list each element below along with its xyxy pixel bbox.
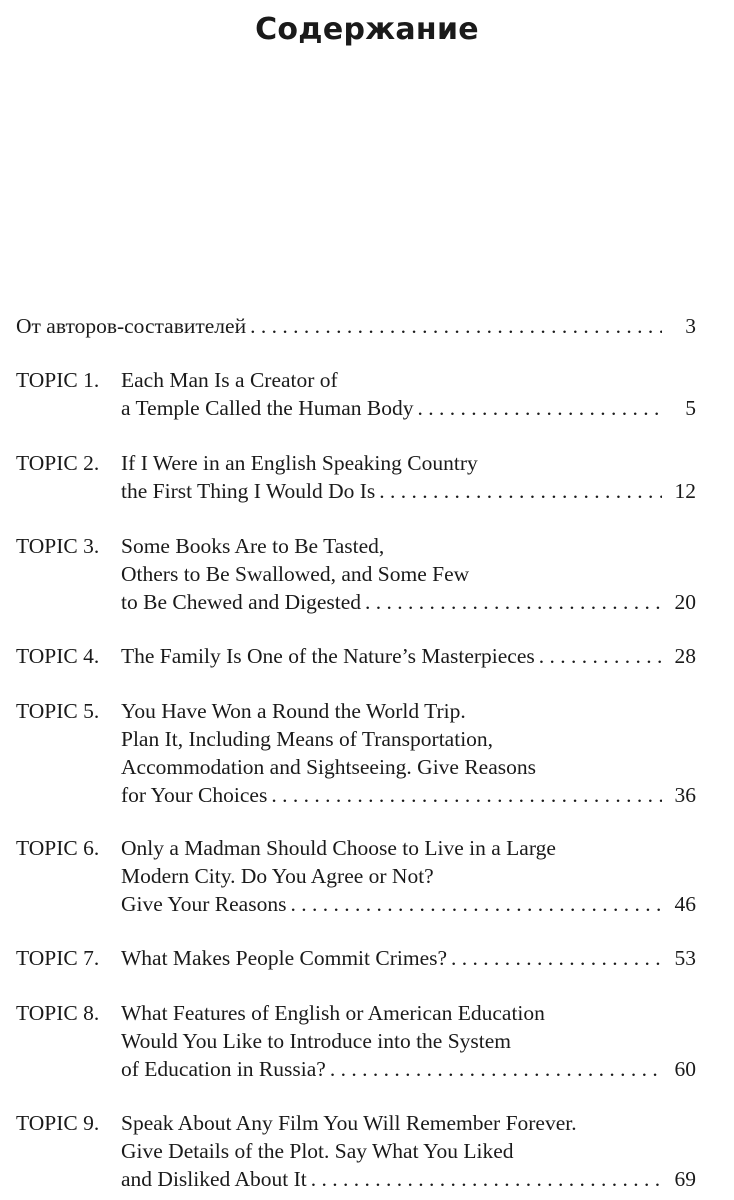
toc-entry-line xyxy=(0,1109,734,1137)
page-number: 28 xyxy=(674,644,696,668)
topic-title-line: Accommodation and Sightseeing. Give Reasons xyxy=(121,755,536,779)
topic-label: TOPIC 5. xyxy=(16,699,100,723)
section-title: От авторов-составителей xyxy=(16,314,247,338)
toc-entry-line xyxy=(0,753,734,781)
dot-leader xyxy=(246,312,662,340)
page-number: 3 xyxy=(685,314,696,338)
page-number: 46 xyxy=(674,892,696,916)
toc-entry-line xyxy=(0,394,734,422)
topic-title-line: for Your Choices xyxy=(121,783,268,807)
toc-entry-line xyxy=(0,862,734,890)
topic-title-line: What Makes People Commit Crimes? xyxy=(121,946,448,970)
topic-title-line: of Education in Russia? xyxy=(121,1057,326,1081)
leader-line xyxy=(121,944,662,972)
page-number: 12 xyxy=(674,479,696,503)
topic-title-line: and Disliked About It xyxy=(121,1167,307,1191)
leader-line xyxy=(121,1165,662,1193)
topic-title-line: Each Man Is a Creator of xyxy=(121,368,338,392)
dot-leader xyxy=(361,588,662,616)
toc-entry-line xyxy=(0,697,734,725)
topic-label: TOPIC 2. xyxy=(16,451,100,475)
toc-entry-line xyxy=(0,642,734,670)
topic-title-line: Plan It, Including Means of Transportation, xyxy=(121,727,494,751)
toc-entry-line xyxy=(0,477,734,505)
topic-title-line: What Features of English or American Education xyxy=(121,1001,545,1025)
topic-label: TOPIC 7. xyxy=(16,946,100,970)
dot-leader xyxy=(375,477,662,505)
leader-line xyxy=(121,394,662,422)
topic-title-line: Some Books Are to Be Tasted, xyxy=(121,534,385,558)
topic-title-line: the First Thing I Would Do Is xyxy=(121,479,376,503)
topic-label: TOPIC 6. xyxy=(16,836,100,860)
page-title: Содержание xyxy=(255,12,479,47)
toc-entry-line xyxy=(0,999,734,1027)
leader-line xyxy=(121,477,662,505)
topic-title-line: a Temple Called the Human Body xyxy=(121,396,414,420)
toc-entry-line xyxy=(0,725,734,753)
toc-entry-line xyxy=(0,781,734,809)
dot-leader xyxy=(307,1165,662,1193)
toc-entry-line xyxy=(0,366,734,394)
topic-label: TOPIC 3. xyxy=(16,534,100,558)
topic-title-line: to Be Chewed and Digested xyxy=(121,590,362,614)
toc-entry-line xyxy=(0,1027,734,1055)
toc-entry-line xyxy=(0,532,734,560)
dot-leader xyxy=(447,944,662,972)
leader-line xyxy=(121,890,662,918)
page-number: 5 xyxy=(685,396,696,420)
topic-label: TOPIC 8. xyxy=(16,1001,100,1025)
dot-leader xyxy=(267,781,662,809)
page-number: 20 xyxy=(674,590,696,614)
topic-title-line: Modern City. Do You Agree or Not? xyxy=(121,864,434,888)
dot-leader xyxy=(286,890,662,918)
toc-entry-line xyxy=(0,1165,734,1193)
topic-title-line: Only a Madman Should Choose to Live in a Large xyxy=(121,836,556,860)
toc-entry-line xyxy=(0,312,734,340)
topic-label: TOPIC 1. xyxy=(16,368,100,392)
toc-entry-line xyxy=(0,890,734,918)
toc-entry-line xyxy=(0,560,734,588)
topic-title-line: Others to Be Swallowed, and Some Few xyxy=(121,562,470,586)
leader-line xyxy=(121,1055,662,1083)
leader-line xyxy=(121,781,662,809)
leader-line xyxy=(16,312,662,340)
toc-entry-line xyxy=(0,834,734,862)
page-number: 69 xyxy=(674,1167,696,1191)
toc-entry-line xyxy=(0,588,734,616)
topic-title-line: Give Your Reasons xyxy=(121,892,287,916)
topic-title-line: Give Details of the Plot. Say What You Liked xyxy=(121,1139,514,1163)
leader-line xyxy=(121,588,662,616)
topic-label: TOPIC 4. xyxy=(16,644,100,668)
topic-title-line: Would You Like to Introduce into the System xyxy=(121,1029,512,1053)
dot-leader xyxy=(535,642,662,670)
leader-line xyxy=(121,642,662,670)
topic-title-line: If I Were in an English Speaking Country xyxy=(121,451,478,475)
page-number: 60 xyxy=(674,1057,696,1081)
topic-title-line: Speak About Any Film You Will Remember Forever. xyxy=(121,1111,577,1135)
page-number: 53 xyxy=(674,946,696,970)
topic-title-line: The Family Is One of the Nature’s Masterpieces xyxy=(121,644,535,668)
toc-entry-line xyxy=(0,944,734,972)
dot-leader xyxy=(326,1055,662,1083)
page-number: 36 xyxy=(674,783,696,807)
toc-entry-line xyxy=(0,1055,734,1083)
toc-entry-line xyxy=(0,449,734,477)
toc-entry-line xyxy=(0,1137,734,1165)
topic-title-line: You Have Won a Round the World Trip. xyxy=(121,699,466,723)
topic-label: TOPIC 9. xyxy=(16,1111,100,1135)
dot-leader xyxy=(413,394,662,422)
